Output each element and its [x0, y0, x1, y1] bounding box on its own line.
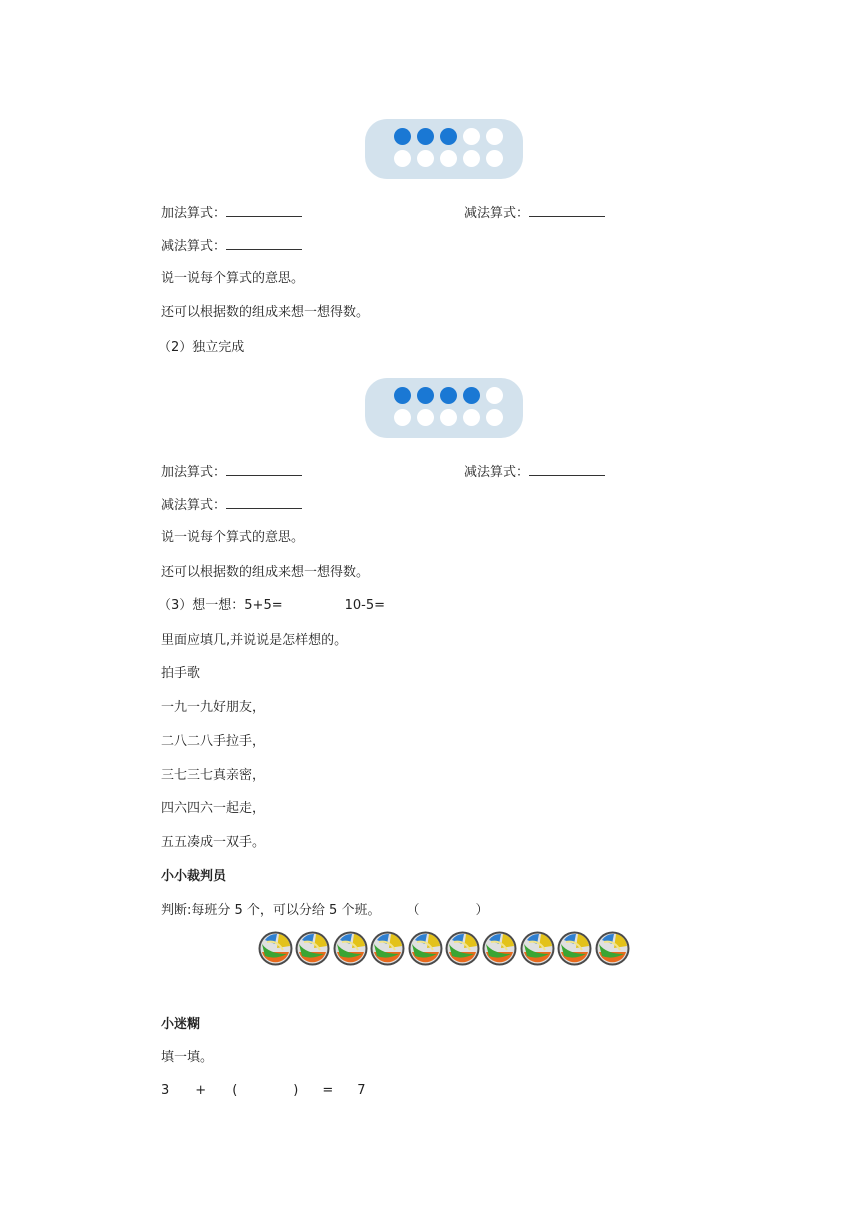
section-2-title: （2）独立完成 [158, 340, 245, 355]
song-line: 五五凑成一双手。 [161, 835, 266, 850]
filled-dot [463, 387, 480, 404]
filled-dot [417, 128, 434, 145]
ten-frame-2 [365, 378, 523, 438]
empty-dot [394, 150, 411, 167]
empty-dot [463, 409, 480, 426]
volleyball-icon [407, 930, 444, 967]
addition-line-1 [161, 204, 302, 223]
subtraction-line-2b [161, 496, 302, 515]
song-title: 拍手歌 [161, 666, 201, 681]
explain-text: 说一说每个算式的意思。 [161, 271, 305, 286]
empty-dot [486, 409, 503, 426]
volleyball-icon [594, 930, 631, 967]
compose-text: 还可以根据数的组成来想一想得数。 [161, 305, 370, 320]
subtraction-label: 减法算式： [161, 239, 227, 254]
close-paren: ） [475, 903, 489, 918]
subtraction-line-1a [464, 204, 605, 223]
equals-sign: = [322, 1083, 334, 1098]
song-line: 四六四六一起走， [161, 801, 266, 816]
answer-blank[interactable] [226, 237, 302, 250]
filled-dot [440, 128, 457, 145]
song-line: 二八二八手拉手， [161, 734, 266, 749]
equation-5-plus-5: 5+5= [244, 598, 283, 613]
subtraction-line-2a [464, 463, 605, 482]
open-paren: （ [406, 903, 420, 918]
volleyball-icon [556, 930, 593, 967]
addition-label: 加法算式： [161, 465, 227, 480]
fill-instruction: 填一填。 [161, 1050, 214, 1065]
answer-blank[interactable] [226, 204, 302, 217]
ten-frame-1 [365, 119, 523, 179]
filled-dot [417, 387, 434, 404]
explain-text: 说一说每个算式的意思。 [161, 530, 305, 545]
song-line: 一九一九好朋友， [161, 700, 266, 715]
empty-dot [417, 150, 434, 167]
volleyball-icon [257, 930, 294, 967]
answer-blank[interactable] [529, 204, 605, 217]
equation-10-minus-5: 10-5= [344, 598, 386, 613]
filled-dot [440, 387, 457, 404]
fill-equation [161, 1082, 366, 1100]
volleyball-icon [519, 930, 556, 967]
empty-dot [463, 128, 480, 145]
volleyball-icon [444, 930, 481, 967]
compose-text: 还可以根据数的组成来想一想得数。 [161, 565, 370, 580]
subtraction-label: 减法算式： [464, 206, 530, 221]
addition-line-2 [161, 463, 302, 482]
close-paren: ) [293, 1083, 299, 1098]
empty-dot [394, 409, 411, 426]
subtraction-label: 减法算式： [161, 498, 227, 513]
section-3-line [158, 597, 385, 615]
empty-dot [463, 150, 480, 167]
subtraction-label: 减法算式： [464, 465, 530, 480]
plus-sign: + [195, 1083, 207, 1098]
open-paren: ( [232, 1083, 238, 1098]
filled-dot [394, 387, 411, 404]
empty-dot [440, 150, 457, 167]
empty-dot [486, 150, 503, 167]
volleyball-icon [481, 930, 518, 967]
empty-dot [486, 128, 503, 145]
judge-statement-line [161, 902, 488, 920]
empty-dot [440, 409, 457, 426]
operand-a: 3 [161, 1083, 170, 1098]
song-line: 三七三七真亲密， [161, 768, 266, 783]
judge-title: 小小裁判员 [161, 869, 227, 884]
subtraction-line-1b [161, 237, 302, 256]
confused-title: 小迷糊 [161, 1017, 201, 1032]
volleyball-icon [294, 930, 331, 967]
answer-blank[interactable] [226, 496, 302, 509]
section-3-prefix: （3）想一想： [158, 598, 245, 613]
empty-dot [417, 409, 434, 426]
result: 7 [357, 1083, 366, 1098]
answer-blank[interactable] [529, 463, 605, 476]
answer-blank[interactable] [226, 463, 302, 476]
empty-dot [486, 387, 503, 404]
addition-label: 加法算式： [161, 206, 227, 221]
filled-dot [394, 128, 411, 145]
judge-statement: 判断:每班分 5 个，可以分给 5 个班。 [161, 903, 381, 918]
volleyball-icon [369, 930, 406, 967]
volleyball-icon [332, 930, 369, 967]
fill-hint: 里面应填几,并说说是怎样想的。 [161, 633, 348, 648]
